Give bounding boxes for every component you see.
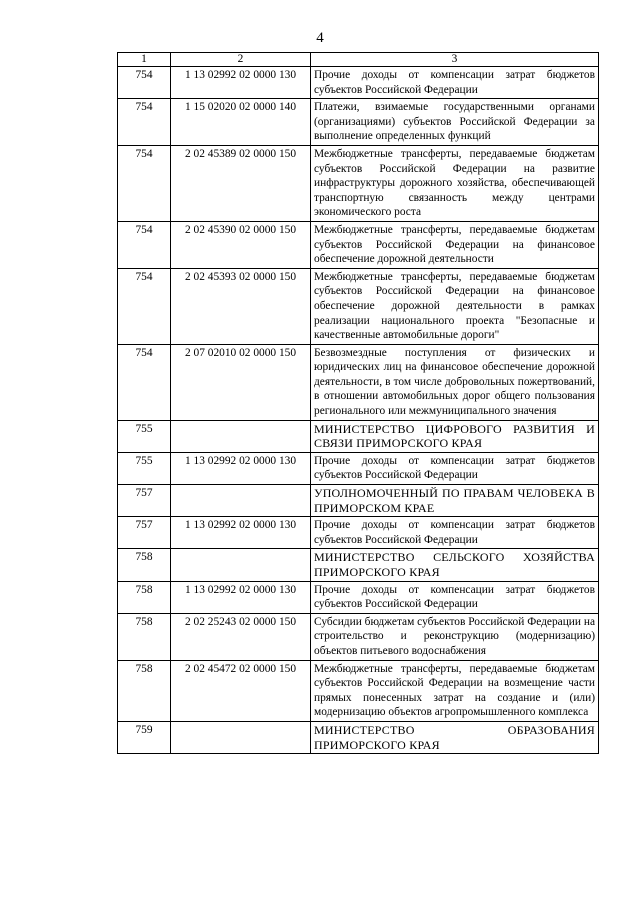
- table-row: [118, 99, 599, 146]
- revenue-codes-table: [117, 52, 599, 754]
- department-row: [118, 485, 599, 517]
- budget-code-cell: [171, 549, 311, 581]
- header-col-2: 2: [171, 53, 311, 67]
- description-cell: Платежи, взимаемые государственными органами (организациями) субъектов Российской Федерации за выполнение определенных функций: [311, 99, 599, 146]
- admin-code-cell: 754: [118, 67, 171, 99]
- budget-code-cell: [171, 420, 311, 452]
- table-row: [118, 67, 599, 99]
- department-name-cell: УПОЛНОМОЧЕННЫЙ ПО ПРАВАМ ЧЕЛОВЕКА В ПРИМОРСКОМ КРАЕ: [311, 485, 599, 517]
- department-name-cell: МИНИСТЕРСТВО СЕЛЬСКОГО ХОЗЯЙСТВА ПРИМОРСКОГО КРАЯ: [311, 549, 599, 581]
- description-cell: Межбюджетные трансферты, передаваемые бюджетам субъектов Российской Федерации на финансовое обеспечение дорожной деятельности: [311, 221, 599, 268]
- description-cell: Прочие доходы от компенсации затрат бюджетов субъектов Российской Федерации: [311, 581, 599, 613]
- description-cell: Прочие доходы от компенсации затрат бюджетов субъектов Российской Федерации: [311, 452, 599, 484]
- department-row: [118, 549, 599, 581]
- description-cell: Безвозмездные поступления от физических и юридических лиц на финансовое обеспечение дорожной деятельности, в том числе добровольных пожертвований, в отношении автомобильных дорог общего пользования регионального или межмуниципального значения: [311, 344, 599, 420]
- page-number: 4: [316, 30, 324, 46]
- budget-code-cell: 1 13 02992 02 0000 130: [171, 581, 311, 613]
- table-header-row: [118, 53, 599, 67]
- admin-code-cell: 754: [118, 221, 171, 268]
- admin-code-cell: 758: [118, 549, 171, 581]
- department-name-cell: МИНИСТЕРСТВО ЦИФРОВОГО РАЗВИТИЯ И СВЯЗИ ПРИМОРСКОГО КРАЯ: [311, 420, 599, 452]
- department-name-cell: МИНИСТЕРСТВО ОБРАЗОВАНИЯ ПРИМОРСКОГО КРАЯ: [311, 721, 599, 753]
- admin-code-cell: 758: [118, 613, 171, 660]
- header-col-3: 3: [311, 53, 599, 67]
- budget-code-cell: 1 15 02020 02 0000 140: [171, 99, 311, 146]
- admin-code-cell: 759: [118, 721, 171, 753]
- description-cell: Прочие доходы от компенсации затрат бюджетов субъектов Российской Федерации: [311, 67, 599, 99]
- department-row: [118, 721, 599, 753]
- table-row: [118, 581, 599, 613]
- admin-code-cell: 755: [118, 452, 171, 484]
- admin-code-cell: 754: [118, 344, 171, 420]
- table-row: [118, 613, 599, 660]
- description-cell: Межбюджетные трансферты, передаваемые бюджетам субъектов Российской Федерации на развитие инфраструктуры дорожного хозяйства, обеспечивающей транспортную связанность между центрами экономического роста: [311, 145, 599, 221]
- header-col-1: 1: [118, 53, 171, 67]
- table-row: [118, 145, 599, 221]
- budget-code-cell: 2 02 45390 02 0000 150: [171, 221, 311, 268]
- budget-code-cell: [171, 485, 311, 517]
- description-cell: Межбюджетные трансферты, передаваемые бюджетам субъектов Российской Федерации на возмещение части прямых понесенных затрат на создание и (или) модернизацию объектов агропромышленного комплекса: [311, 660, 599, 721]
- budget-code-cell: 2 02 45393 02 0000 150: [171, 268, 311, 344]
- table-row: [118, 268, 599, 344]
- department-row: [118, 420, 599, 452]
- admin-code-cell: 754: [118, 268, 171, 344]
- budget-code-cell: 1 13 02992 02 0000 130: [171, 67, 311, 99]
- table-row: [118, 660, 599, 721]
- budget-code-cell: [171, 721, 311, 753]
- budget-code-cell: 1 13 02992 02 0000 130: [171, 452, 311, 484]
- description-cell: Межбюджетные трансферты, передаваемые бюджетам субъектов Российской Федерации на финансовое обеспечение дорожной деятельности в рамках реализации национального проекта "Безопасные и качественные автомобильные дороги": [311, 268, 599, 344]
- table-row: [118, 344, 599, 420]
- budget-code-cell: 2 02 45389 02 0000 150: [171, 145, 311, 221]
- admin-code-cell: 757: [118, 517, 171, 549]
- description-cell: Прочие доходы от компенсации затрат бюджетов субъектов Российской Федерации: [311, 517, 599, 549]
- admin-code-cell: 758: [118, 660, 171, 721]
- admin-code-cell: 758: [118, 581, 171, 613]
- budget-code-cell: 2 02 25243 02 0000 150: [171, 613, 311, 660]
- description-cell: Субсидии бюджетам субъектов Российской Федерации на строительство и реконструкцию (модернизацию) объектов питьевого водоснабжения: [311, 613, 599, 660]
- admin-code-cell: 754: [118, 145, 171, 221]
- table-row: [118, 221, 599, 268]
- admin-code-cell: 757: [118, 485, 171, 517]
- admin-code-cell: 755: [118, 420, 171, 452]
- budget-code-cell: 2 07 02010 02 0000 150: [171, 344, 311, 420]
- budget-code-cell: 2 02 45472 02 0000 150: [171, 660, 311, 721]
- admin-code-cell: 754: [118, 99, 171, 146]
- table-row: [118, 517, 599, 549]
- table-row: [118, 452, 599, 484]
- budget-code-cell: 1 13 02992 02 0000 130: [171, 517, 311, 549]
